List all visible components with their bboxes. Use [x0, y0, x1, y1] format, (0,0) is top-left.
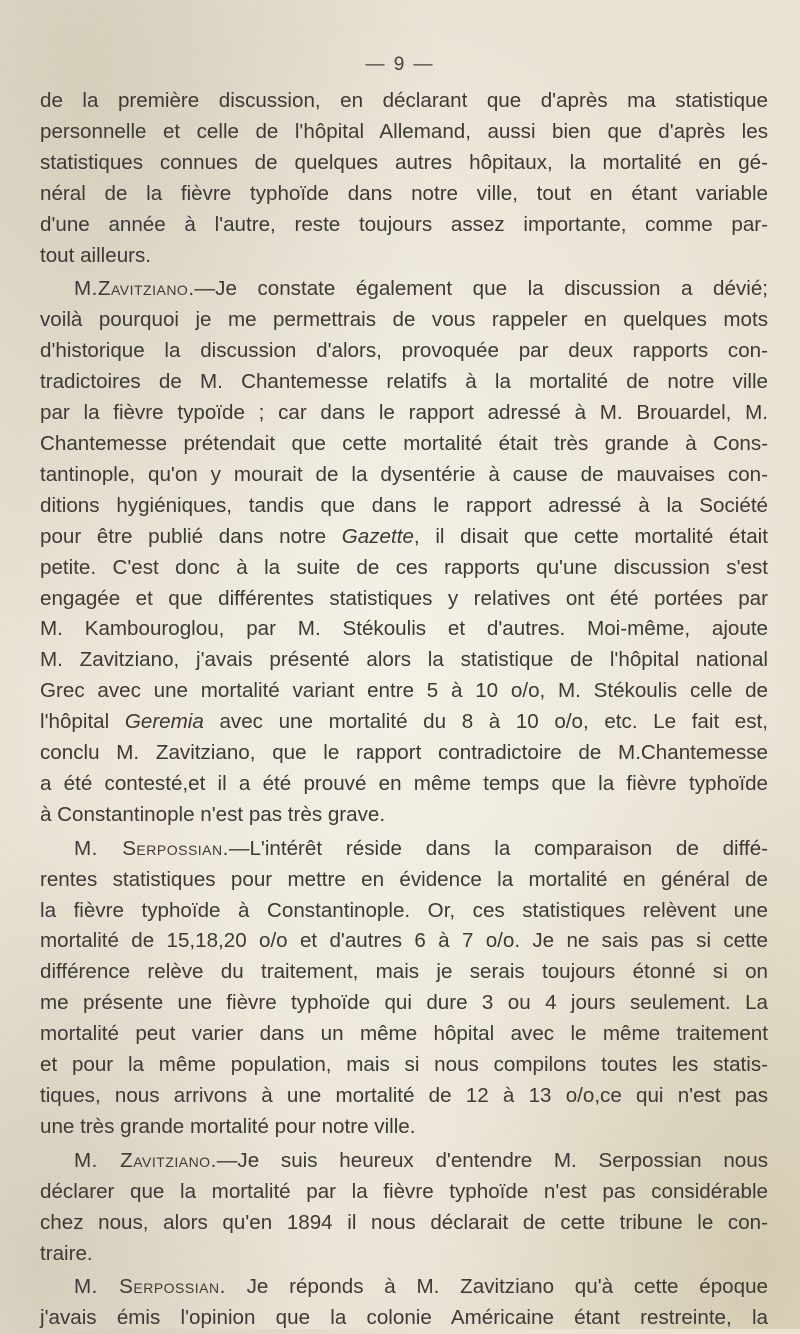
speaker-name: M. Serpossian.: [74, 836, 229, 860]
text-line: statistiques connues de quelques autres hôpitaux, la mortalité en gé-: [40, 150, 768, 174]
text-line: voilà pourquoi je me permettrais de vous rappeler en quelques mots: [40, 308, 768, 332]
line-text: l'hôpital: [40, 710, 110, 734]
text-line: tout ailleurs.: [40, 243, 152, 267]
text-line: néral de la fièvre typhoïde dans notre ville, tout en étant variable: [40, 181, 768, 205]
text-line: d'historique la discussion d'alors, provoquée par deux rapports con-: [40, 339, 768, 363]
text-line: petite. C'est donc à la suite de ces rapports qu'une discussion s'est: [40, 555, 768, 579]
paragraph: [40, 1146, 768, 1270]
text-line: [40, 1272, 768, 1303]
text-line: ditions hygiéniques, tandis que dans le rapport adressé à la Société: [40, 493, 768, 517]
text-line: tiques, nous arrivons à une mortalité de 12 à 13 o/o,ce qui n'est pas: [40, 1084, 768, 1107]
text-line: [40, 274, 768, 305]
text-line: mortalité de 15,18,20 o/o et d'autres 6 à 7 o/o. Je ne sais pas si cette: [40, 929, 768, 953]
text-line: une très grande mortalité pour notre ville.: [40, 1114, 416, 1138]
text-line: engagée et que différentes statistiques y relatives ont été portées par: [40, 586, 768, 610]
page-number: — 9 —: [365, 54, 435, 75]
paragraph: [40, 86, 768, 271]
line-text: avec une mortalité du 8 à 10 o/o, etc. Le fait est,: [219, 710, 768, 734]
line-text: —Je suis heureux d'entendre M. Serpossian nous: [216, 1148, 768, 1172]
text-line: traire.: [40, 1241, 93, 1265]
text-line: a été contesté,et il a été prouvé en même temps que la fièvre typhoïde: [40, 771, 768, 795]
text-line: [40, 522, 768, 553]
text-line: j'avais émis l'opinion que la colonie Américaine étant restreinte, la: [40, 1306, 768, 1330]
paragraph: [40, 274, 768, 830]
text-line: et pour la même population, mais si nous compilons toutes les statis-: [40, 1053, 768, 1077]
line-text: pour être publié dans notre: [40, 524, 327, 548]
text-line: me présente une fièvre typhoïde qui dure 3 ou 4 jours seulement. La: [40, 991, 768, 1015]
text-line: de la première discussion, en déclarant que d'après ma statistique: [40, 89, 768, 112]
text-line: M. Kambouroglou, par M. Stékoulis et d'autres. Moi-même, ajoute: [40, 617, 768, 641]
text-line: [40, 834, 768, 865]
line-text: Je réponds à M. Zavitziano qu'à cette époque: [246, 1275, 768, 1299]
text-line: tantinople, qu'on y mourait de la dysentérie à cause de mauvaises con-: [40, 462, 768, 486]
line-text: , il disait que cette mortalité était: [413, 524, 768, 548]
text-line: M. Zavitziano, j'avais présenté alors la statistique de l'hôpital national: [40, 648, 768, 672]
paragraph: [40, 834, 768, 1143]
text-line: différence relève du traitement, mais je serais toujours étonné si on: [40, 960, 768, 984]
text-line: à Constantinople n'est pas très grave.: [40, 802, 386, 826]
text-line: d'une année à l'autre, reste toujours assez importante, comme par-: [40, 212, 768, 236]
speaker-name: M. Serpossian.: [74, 1275, 226, 1299]
hospital-name: Geremia: [124, 710, 204, 734]
text-line: rentes statistiques pour mettre en évidence la mortalité en général de: [40, 867, 768, 891]
text-line: personnelle et celle de l'hôpital Allemand, aussi bien que d'après les: [40, 119, 768, 143]
speaker-name: M. Zavitziano.: [74, 1148, 217, 1172]
publication-title: Gazette: [341, 524, 414, 548]
text-line: par la fièvre typoïde ; car dans le rapport adressé à M. Brouardel, M.: [40, 401, 768, 425]
text-line: déclarer que la mortalité par la fièvre typhoïde n'est pas considérable: [40, 1179, 768, 1203]
speaker-name: M.Zavitziano.: [74, 277, 195, 301]
text-line: [40, 1146, 768, 1177]
text-line: [40, 707, 768, 738]
text-line: mortalité peut varier dans un même hôpital avec le même traitement: [40, 1022, 768, 1046]
document-body: [40, 86, 768, 1334]
text-line: Chantemesse prétendait que cette mortalité était très grande à Cons-: [40, 431, 768, 455]
text-line: chez nous, alors qu'en 1894 il nous déclarait de cette tribune le con-: [40, 1210, 768, 1234]
text-line: conclu M. Zavitziano, que le rapport contradictoire de M.Chantemesse: [40, 741, 768, 765]
text-line: Grec avec une mortalité variant entre 5 à 10 o/o, M. Stékoulis celle de: [40, 679, 768, 703]
line-text: —L'intérêt réside dans la comparaison de diffé-: [228, 836, 769, 860]
text-line: tradictoires de M. Chantemesse relatifs à la mortalité de notre ville: [40, 370, 768, 394]
line-text: —Je constate également que la discussion a dévié;: [194, 277, 768, 301]
paragraph: [40, 1272, 768, 1334]
text-line: la fièvre typhoïde à Constantinople. Or, ces statistiques relèvent une: [40, 898, 768, 922]
